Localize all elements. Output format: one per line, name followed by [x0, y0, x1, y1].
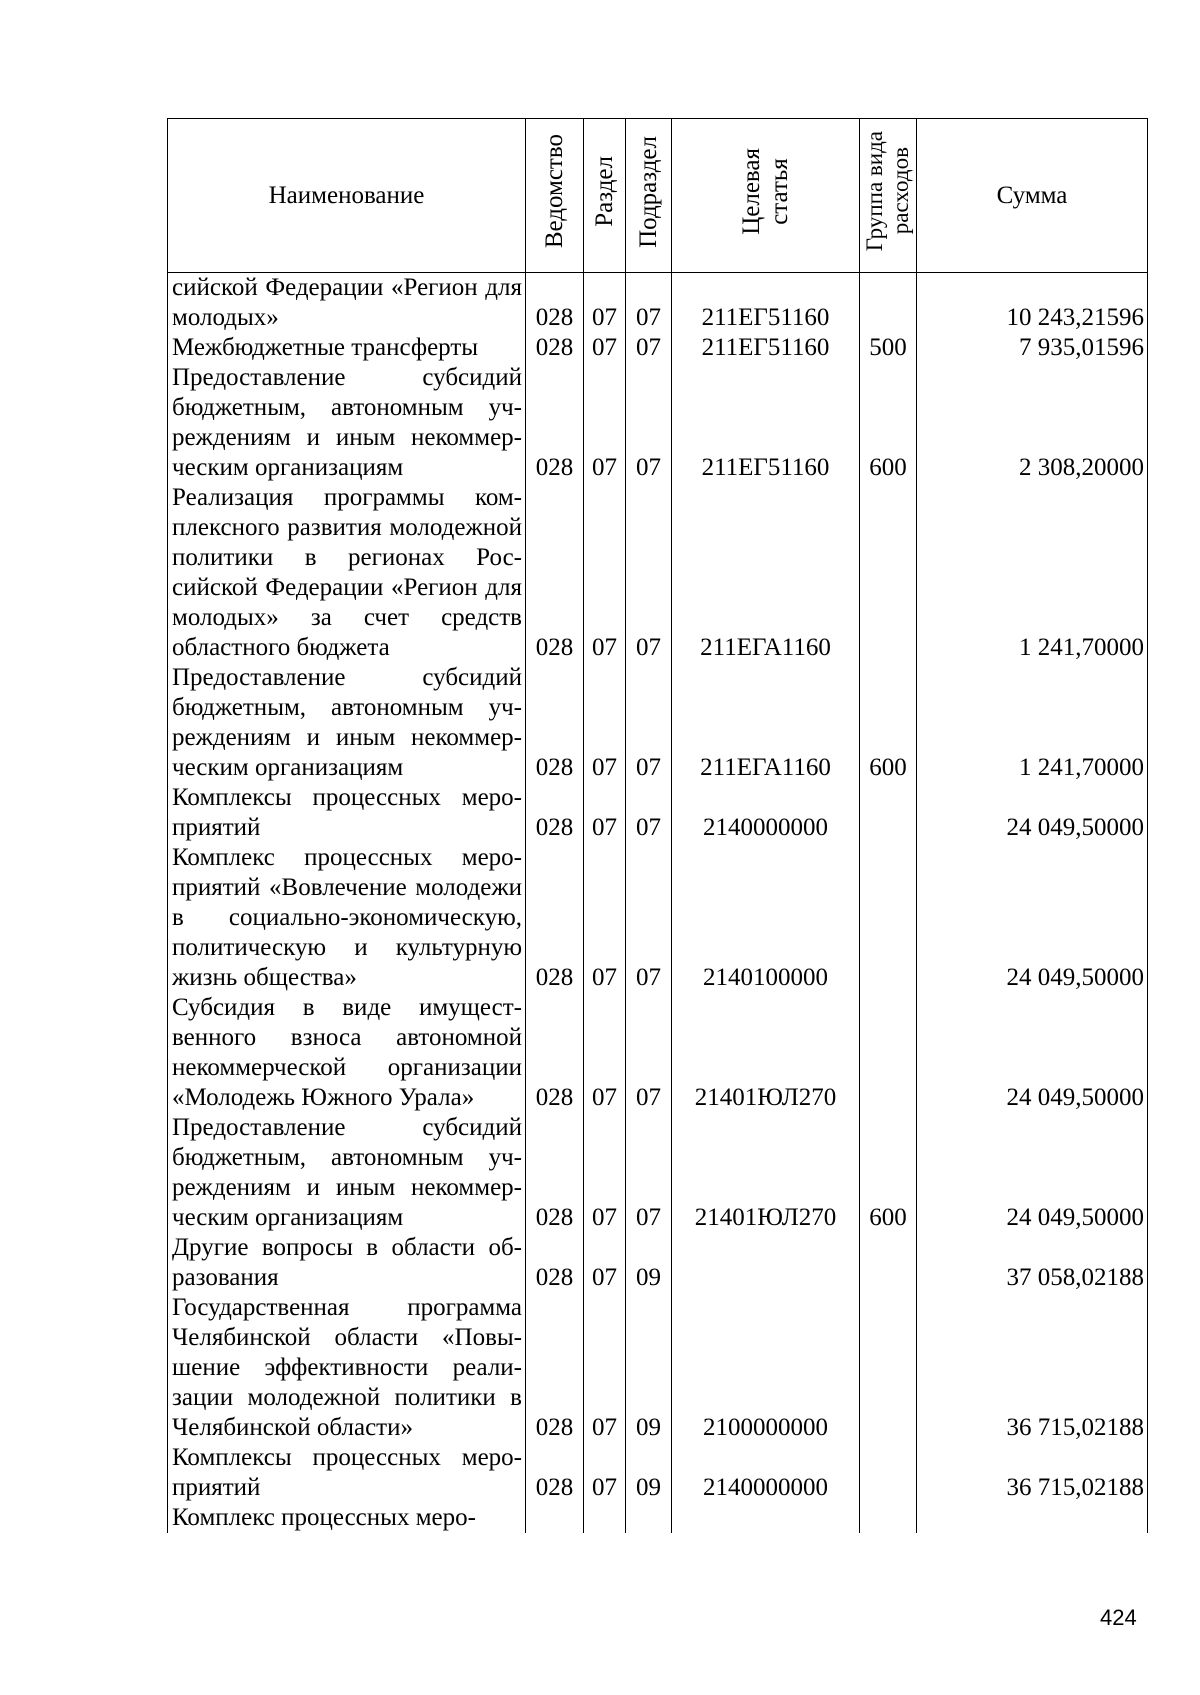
department-cell: 028 [526, 783, 584, 843]
subsection-cell: 07 [626, 783, 672, 843]
table-row [168, 363, 1148, 483]
amount-cell: 2 308,20000 [917, 363, 1148, 483]
target-article-cell: 2140000000 [672, 783, 860, 843]
expense-group-cell [860, 483, 917, 663]
section-cell: 07 [584, 843, 626, 993]
subsection-cell: 07 [626, 843, 672, 993]
table-row [168, 663, 1148, 783]
row-name-cell: Реализация программы комплексного развития молодежной политики в регионах Российской Федерации «Регион для молодых» за счет средств областного бюджета [168, 483, 526, 663]
target-article-cell: 21401ЮЛ270 [672, 1113, 860, 1233]
subsection-cell: 07 [626, 333, 672, 363]
table-row [168, 1233, 1148, 1293]
department-cell: 028 [526, 273, 584, 334]
amount-cell: 10 243,21596 [917, 273, 1148, 334]
section-cell: 07 [584, 483, 626, 663]
subsection-cell: 09 [626, 1233, 672, 1293]
subsection-cell: 09 [626, 1293, 672, 1443]
table-row [168, 1113, 1148, 1233]
table-row [168, 783, 1148, 843]
section-cell: 07 [584, 1293, 626, 1443]
expense-group-cell [860, 993, 917, 1113]
row-name-cell: Межбюджетные трансферты [168, 333, 526, 363]
section-cell: 07 [584, 1443, 626, 1503]
expense-group-cell [860, 1443, 917, 1503]
section-cell: 07 [584, 1233, 626, 1293]
amount-cell: 36 715,02188 [917, 1443, 1148, 1503]
amount-cell: 24 049,50000 [917, 993, 1148, 1113]
section-cell: 07 [584, 273, 626, 334]
amount-cell: 24 049,50000 [917, 1113, 1148, 1233]
department-cell: 028 [526, 993, 584, 1113]
row-name-cell: Предоставление субсидий бюджетным, автономным учреждениям и иным некоммерческим организациям [168, 1113, 526, 1233]
section-cell: 07 [584, 783, 626, 843]
target-article-cell: 211ЕГА1160 [672, 663, 860, 783]
target-article-cell [672, 1503, 860, 1533]
subsection-cell: 07 [626, 993, 672, 1113]
department-cell: 028 [526, 363, 584, 483]
table-row [168, 483, 1148, 663]
header-amount: Сумма [917, 119, 1148, 273]
department-cell [526, 1503, 584, 1533]
expense-group-cell [860, 843, 917, 993]
page-number: 424 [1100, 1605, 1137, 1630]
target-article-cell: 211ЕГА1160 [672, 483, 860, 663]
row-name-cell: Предоставление субсидий бюджетным, автономным учреждениям и иным некоммерческим организациям [168, 663, 526, 783]
subsection-cell: 07 [626, 663, 672, 783]
table-row [168, 1443, 1148, 1503]
subsection-cell: 09 [626, 1443, 672, 1503]
table-header-row [168, 119, 1148, 273]
expense-group-cell [860, 783, 917, 843]
department-cell: 028 [526, 1233, 584, 1293]
amount-cell: 37 058,02188 [917, 1233, 1148, 1293]
row-name-cell: Комплексы процессных мероприятий [168, 783, 526, 843]
department-cell: 028 [526, 1113, 584, 1233]
section-cell: 07 [584, 333, 626, 363]
expense-group-cell [860, 1233, 917, 1293]
target-article-cell: 211ЕГ51160 [672, 273, 860, 334]
header-section: Раздел [584, 119, 626, 273]
amount-cell: 1 241,70000 [917, 483, 1148, 663]
department-cell: 028 [526, 333, 584, 363]
section-cell: 07 [584, 1113, 626, 1233]
header-expense-group: Группа вида расходов [860, 119, 917, 273]
expense-group-cell: 600 [860, 1113, 917, 1233]
budget-table [167, 118, 1148, 1533]
table-row [168, 843, 1148, 993]
header-target-article: Целевая статья [672, 119, 860, 273]
target-article-cell: 2140000000 [672, 1443, 860, 1503]
header-subsection: Подраздел [626, 119, 672, 273]
table-row [168, 1293, 1148, 1443]
row-name-cell: Комплекс процессных мероприятий «Вовлечение молодежи в социально-экономическую, политическую и культурную жизнь общества» [168, 843, 526, 993]
section-cell [584, 1503, 626, 1533]
subsection-cell: 07 [626, 363, 672, 483]
header-department: Ведомство [526, 119, 584, 273]
expense-group-cell [860, 1293, 917, 1443]
section-cell: 07 [584, 663, 626, 783]
row-name-cell: Субсидия в виде имущественного взноса автономной некоммерческой организации «Молодежь Южного Урала» [168, 993, 526, 1113]
subsection-cell: 07 [626, 1113, 672, 1233]
target-article-cell [672, 1233, 860, 1293]
target-article-cell: 211ЕГ51160 [672, 363, 860, 483]
row-name-cell: Предоставление субсидий бюджетным, автономным учреждениям и иным некоммерческим организациям [168, 363, 526, 483]
subsection-cell: 07 [626, 483, 672, 663]
table-body [168, 273, 1148, 1534]
amount-cell: 7 935,01596 [917, 333, 1148, 363]
department-cell: 028 [526, 1443, 584, 1503]
target-article-cell: 2140100000 [672, 843, 860, 993]
subsection-cell [626, 1503, 672, 1533]
expense-group-cell [860, 273, 917, 334]
department-cell: 028 [526, 483, 584, 663]
target-article-cell: 21401ЮЛ270 [672, 993, 860, 1113]
header-name: Наименование [168, 119, 526, 273]
target-article-cell: 2100000000 [672, 1293, 860, 1443]
department-cell: 028 [526, 1293, 584, 1443]
row-name-cell: Государственная программа Челябинской области «Повышение эффективности реализации молодежной политики в Челябинской области» [168, 1293, 526, 1443]
row-name-cell: Комплекс процессных меро- [168, 1503, 526, 1533]
table-row [168, 333, 1148, 363]
amount-cell: 1 241,70000 [917, 663, 1148, 783]
expense-group-cell: 500 [860, 333, 917, 363]
section-cell: 07 [584, 993, 626, 1113]
expense-group-cell [860, 1503, 917, 1533]
department-cell: 028 [526, 843, 584, 993]
department-cell: 028 [526, 663, 584, 783]
row-name-cell: Другие вопросы в области образования [168, 1233, 526, 1293]
section-cell: 07 [584, 363, 626, 483]
amount-cell: 36 715,02188 [917, 1293, 1148, 1443]
subsection-cell: 07 [626, 273, 672, 334]
table-row [168, 1503, 1148, 1533]
row-name-cell: Комплексы процессных мероприятий [168, 1443, 526, 1503]
amount-cell [917, 1503, 1148, 1533]
amount-cell: 24 049,50000 [917, 843, 1148, 993]
amount-cell: 24 049,50000 [917, 783, 1148, 843]
table-row [168, 273, 1148, 334]
expense-group-cell: 600 [860, 663, 917, 783]
target-article-cell: 211ЕГ51160 [672, 333, 860, 363]
row-name-cell: сийской Федерации «Регион для молодых» [168, 273, 526, 334]
table-row [168, 993, 1148, 1113]
expense-group-cell: 600 [860, 363, 917, 483]
